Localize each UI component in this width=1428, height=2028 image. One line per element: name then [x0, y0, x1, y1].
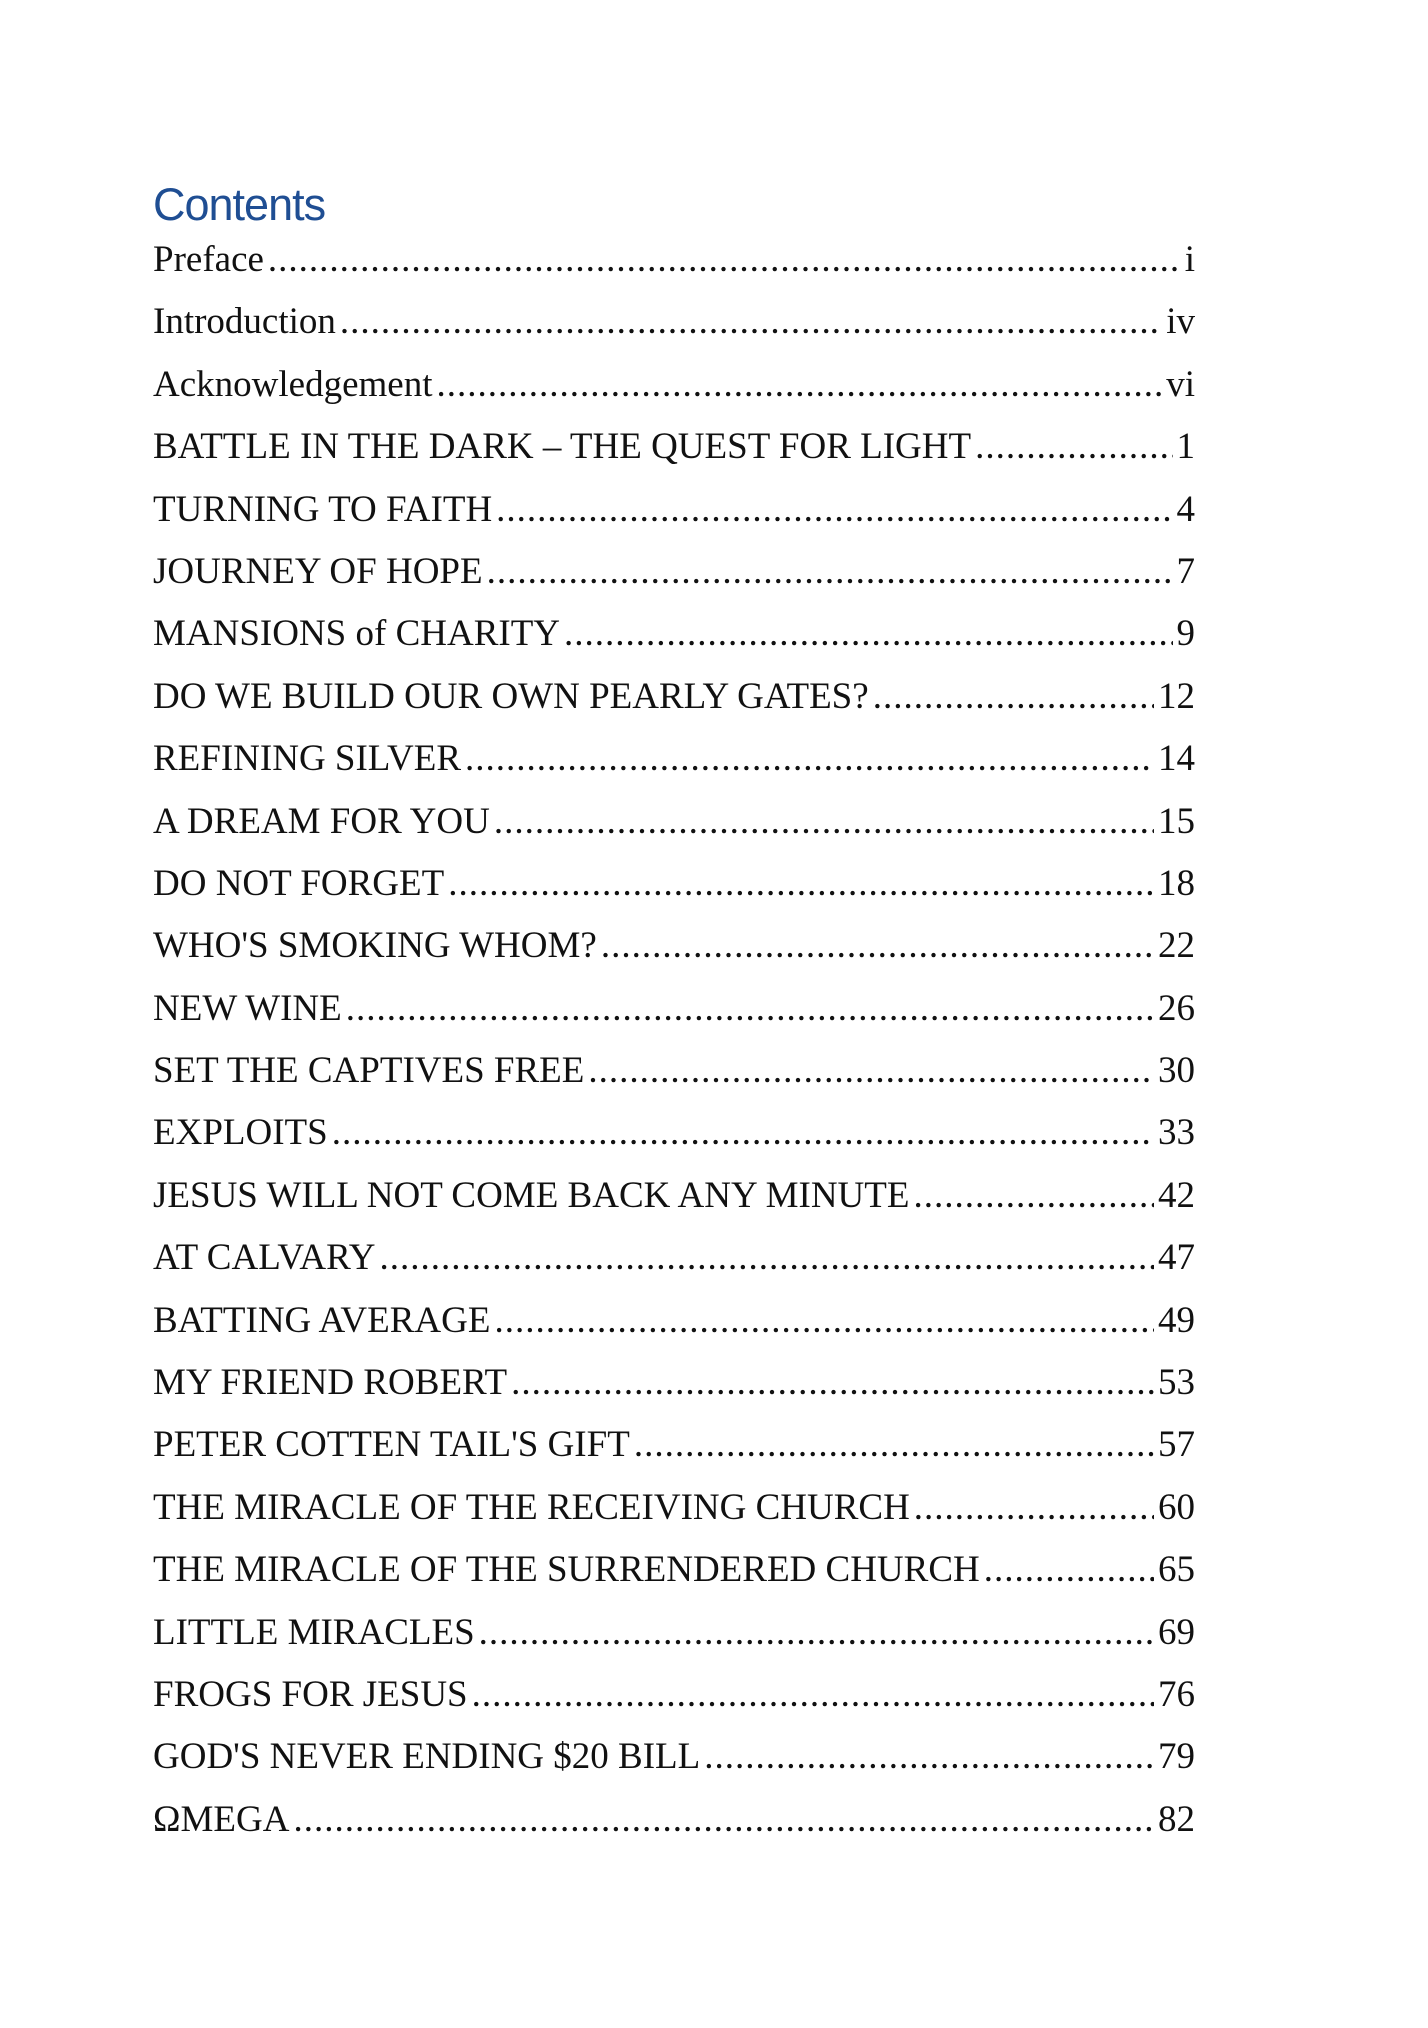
toc-dot-leader — [975, 425, 1172, 468]
toc-dot-leader — [494, 1299, 1154, 1342]
toc-entry[interactable] — [153, 924, 1195, 986]
toc-entry[interactable] — [153, 737, 1195, 799]
toc-entry-page-number: 14 — [1158, 738, 1195, 780]
toc-entry-label: Preface — [153, 239, 264, 280]
toc-entry-label: PETER COTTEN TAIL'S GIFT — [153, 1424, 630, 1466]
toc-entry-page-number: 7 — [1176, 550, 1195, 592]
toc-entry[interactable] — [153, 1735, 1195, 1797]
toc-entry-label: MANSIONS of CHARITY — [153, 613, 561, 655]
toc-entry-label: MY FRIEND ROBERT — [153, 1362, 508, 1404]
toc-entry[interactable] — [153, 425, 1195, 487]
toc-entry-page-number: 57 — [1158, 1424, 1195, 1466]
toc-entry[interactable] — [153, 862, 1195, 924]
toc-entry[interactable] — [153, 1174, 1195, 1236]
toc-entry-page-number: 42 — [1158, 1174, 1195, 1216]
toc-dot-leader — [914, 1486, 1154, 1529]
toc-entry[interactable] — [153, 488, 1195, 550]
toc-dot-leader — [984, 1548, 1154, 1591]
toc-entry-page-number: 76 — [1158, 1673, 1195, 1715]
toc-entry-label: REFINING SILVER — [153, 738, 462, 780]
toc-dot-leader — [379, 1236, 1154, 1279]
toc-entry[interactable] — [153, 675, 1195, 737]
toc-entry-label: JESUS WILL NOT COME BACK ANY MINUTE — [153, 1174, 910, 1216]
toc-entry-label: BATTLE IN THE DARK – THE QUEST FOR LIGHT — [153, 426, 972, 468]
toc-entry[interactable] — [153, 612, 1195, 674]
toc-page — [153, 172, 1195, 1860]
toc-entry-page-number: 22 — [1158, 925, 1195, 967]
toc-entry-label: BATTING AVERAGE — [153, 1299, 491, 1341]
toc-entry-label: FROGS FOR JESUS — [153, 1673, 468, 1715]
toc-dot-leader — [436, 363, 1162, 406]
toc-entry[interactable] — [153, 1798, 1195, 1860]
toc-dot-leader — [332, 1111, 1154, 1154]
toc-entry[interactable] — [153, 800, 1195, 862]
toc-entry-label: Acknowledgement — [153, 363, 433, 405]
toc-entry-label: DO NOT FORGET — [153, 862, 445, 904]
toc-entry-page-number: 60 — [1158, 1486, 1195, 1528]
toc-entry-label: THE MIRACLE OF THE SURRENDERED CHURCH — [153, 1549, 980, 1591]
toc-entry[interactable] — [153, 1111, 1195, 1173]
toc-entry[interactable] — [153, 1236, 1195, 1298]
toc-entry-label: JOURNEY OF HOPE — [153, 550, 483, 592]
toc-dot-leader — [496, 488, 1172, 531]
toc-entry-label: EXPLOITS — [153, 1112, 328, 1154]
toc-entry-page-number: 12 — [1158, 675, 1195, 717]
toc-entry-page-number: 15 — [1158, 800, 1195, 842]
toc-entry[interactable] — [153, 1548, 1195, 1610]
toc-entry-page-number: 18 — [1158, 862, 1195, 904]
toc-entry-page-number: i — [1184, 239, 1195, 280]
toc-entry[interactable] — [153, 1611, 1195, 1673]
toc-entry[interactable] — [153, 238, 1195, 300]
toc-entry-label: ΩMEGA — [153, 1798, 290, 1840]
toc-dot-leader — [704, 1735, 1154, 1778]
toc-dot-leader — [293, 1798, 1154, 1841]
toc-entry-page-number: 82 — [1158, 1798, 1195, 1840]
toc-dot-leader — [472, 1673, 1154, 1716]
toc-dot-leader — [601, 924, 1154, 967]
toc-dot-leader — [268, 238, 1181, 281]
toc-dot-leader — [494, 800, 1154, 843]
toc-entry-page-number: 26 — [1158, 987, 1195, 1029]
toc-dot-leader — [873, 675, 1154, 718]
toc-entry-page-number: 69 — [1158, 1611, 1195, 1653]
toc-dot-leader — [340, 300, 1162, 343]
toc-entry-page-number: vi — [1166, 363, 1195, 405]
toc-entry-page-number: 9 — [1176, 613, 1195, 655]
toc-entry[interactable] — [153, 363, 1195, 425]
toc-entry-label: GOD'S NEVER ENDING $20 BILL — [153, 1736, 701, 1778]
toc-entry[interactable] — [153, 1423, 1195, 1485]
toc-dot-leader — [448, 862, 1154, 905]
toc-dot-leader — [487, 550, 1173, 593]
toc-entry-label: LITTLE MIRACLES — [153, 1611, 475, 1653]
toc-entry-label: AT CALVARY — [153, 1237, 376, 1279]
toc-entry-label: TURNING TO FAITH — [153, 488, 493, 530]
toc-entry-page-number: 79 — [1158, 1736, 1195, 1778]
toc-entry[interactable] — [153, 1673, 1195, 1735]
toc-entry-page-number: 47 — [1158, 1237, 1195, 1279]
toc-entry[interactable] — [153, 300, 1195, 362]
toc-entry-label: DO WE BUILD OUR OWN PEARLY GATES? — [153, 675, 869, 717]
toc-entry-page-number: 53 — [1158, 1362, 1195, 1404]
toc-entry[interactable] — [153, 550, 1195, 612]
toc-entry-label: Introduction — [153, 301, 336, 343]
toc-dot-leader — [564, 612, 1172, 655]
toc-dot-leader — [346, 987, 1154, 1030]
toc-entry-page-number: 49 — [1158, 1299, 1195, 1341]
toc-dot-leader — [634, 1423, 1154, 1466]
toc-entry[interactable] — [153, 1049, 1195, 1111]
toc-dot-leader — [479, 1611, 1154, 1654]
toc-entry-page-number: 1 — [1176, 426, 1195, 468]
toc-entry-label: A DREAM FOR YOU — [153, 800, 490, 842]
toc-dot-leader — [511, 1361, 1154, 1404]
toc-entry-label: WHO'S SMOKING WHOM? — [153, 925, 597, 967]
toc-entry-page-number: 4 — [1176, 488, 1195, 530]
toc-entry[interactable] — [153, 1486, 1195, 1548]
toc-dot-leader — [588, 1049, 1154, 1092]
toc-entry[interactable] — [153, 987, 1195, 1049]
toc-dot-leader — [913, 1174, 1154, 1217]
toc-entry[interactable] — [153, 1361, 1195, 1423]
toc-entry-page-number: 30 — [1158, 1050, 1195, 1092]
toc-entry-page-number: 33 — [1158, 1112, 1195, 1154]
toc-entry[interactable] — [153, 1299, 1195, 1361]
toc-entry-page-number: iv — [1166, 301, 1195, 343]
toc-list — [153, 238, 1195, 1860]
toc-entry-label: SET THE CAPTIVES FREE — [153, 1050, 585, 1092]
toc-dot-leader — [465, 737, 1154, 780]
toc-entry-label: THE MIRACLE OF THE RECEIVING CHURCH — [153, 1486, 910, 1528]
toc-entry-page-number: 65 — [1158, 1549, 1195, 1591]
toc-title: Contents — [153, 179, 326, 230]
toc-entry-label: NEW WINE — [153, 987, 342, 1029]
